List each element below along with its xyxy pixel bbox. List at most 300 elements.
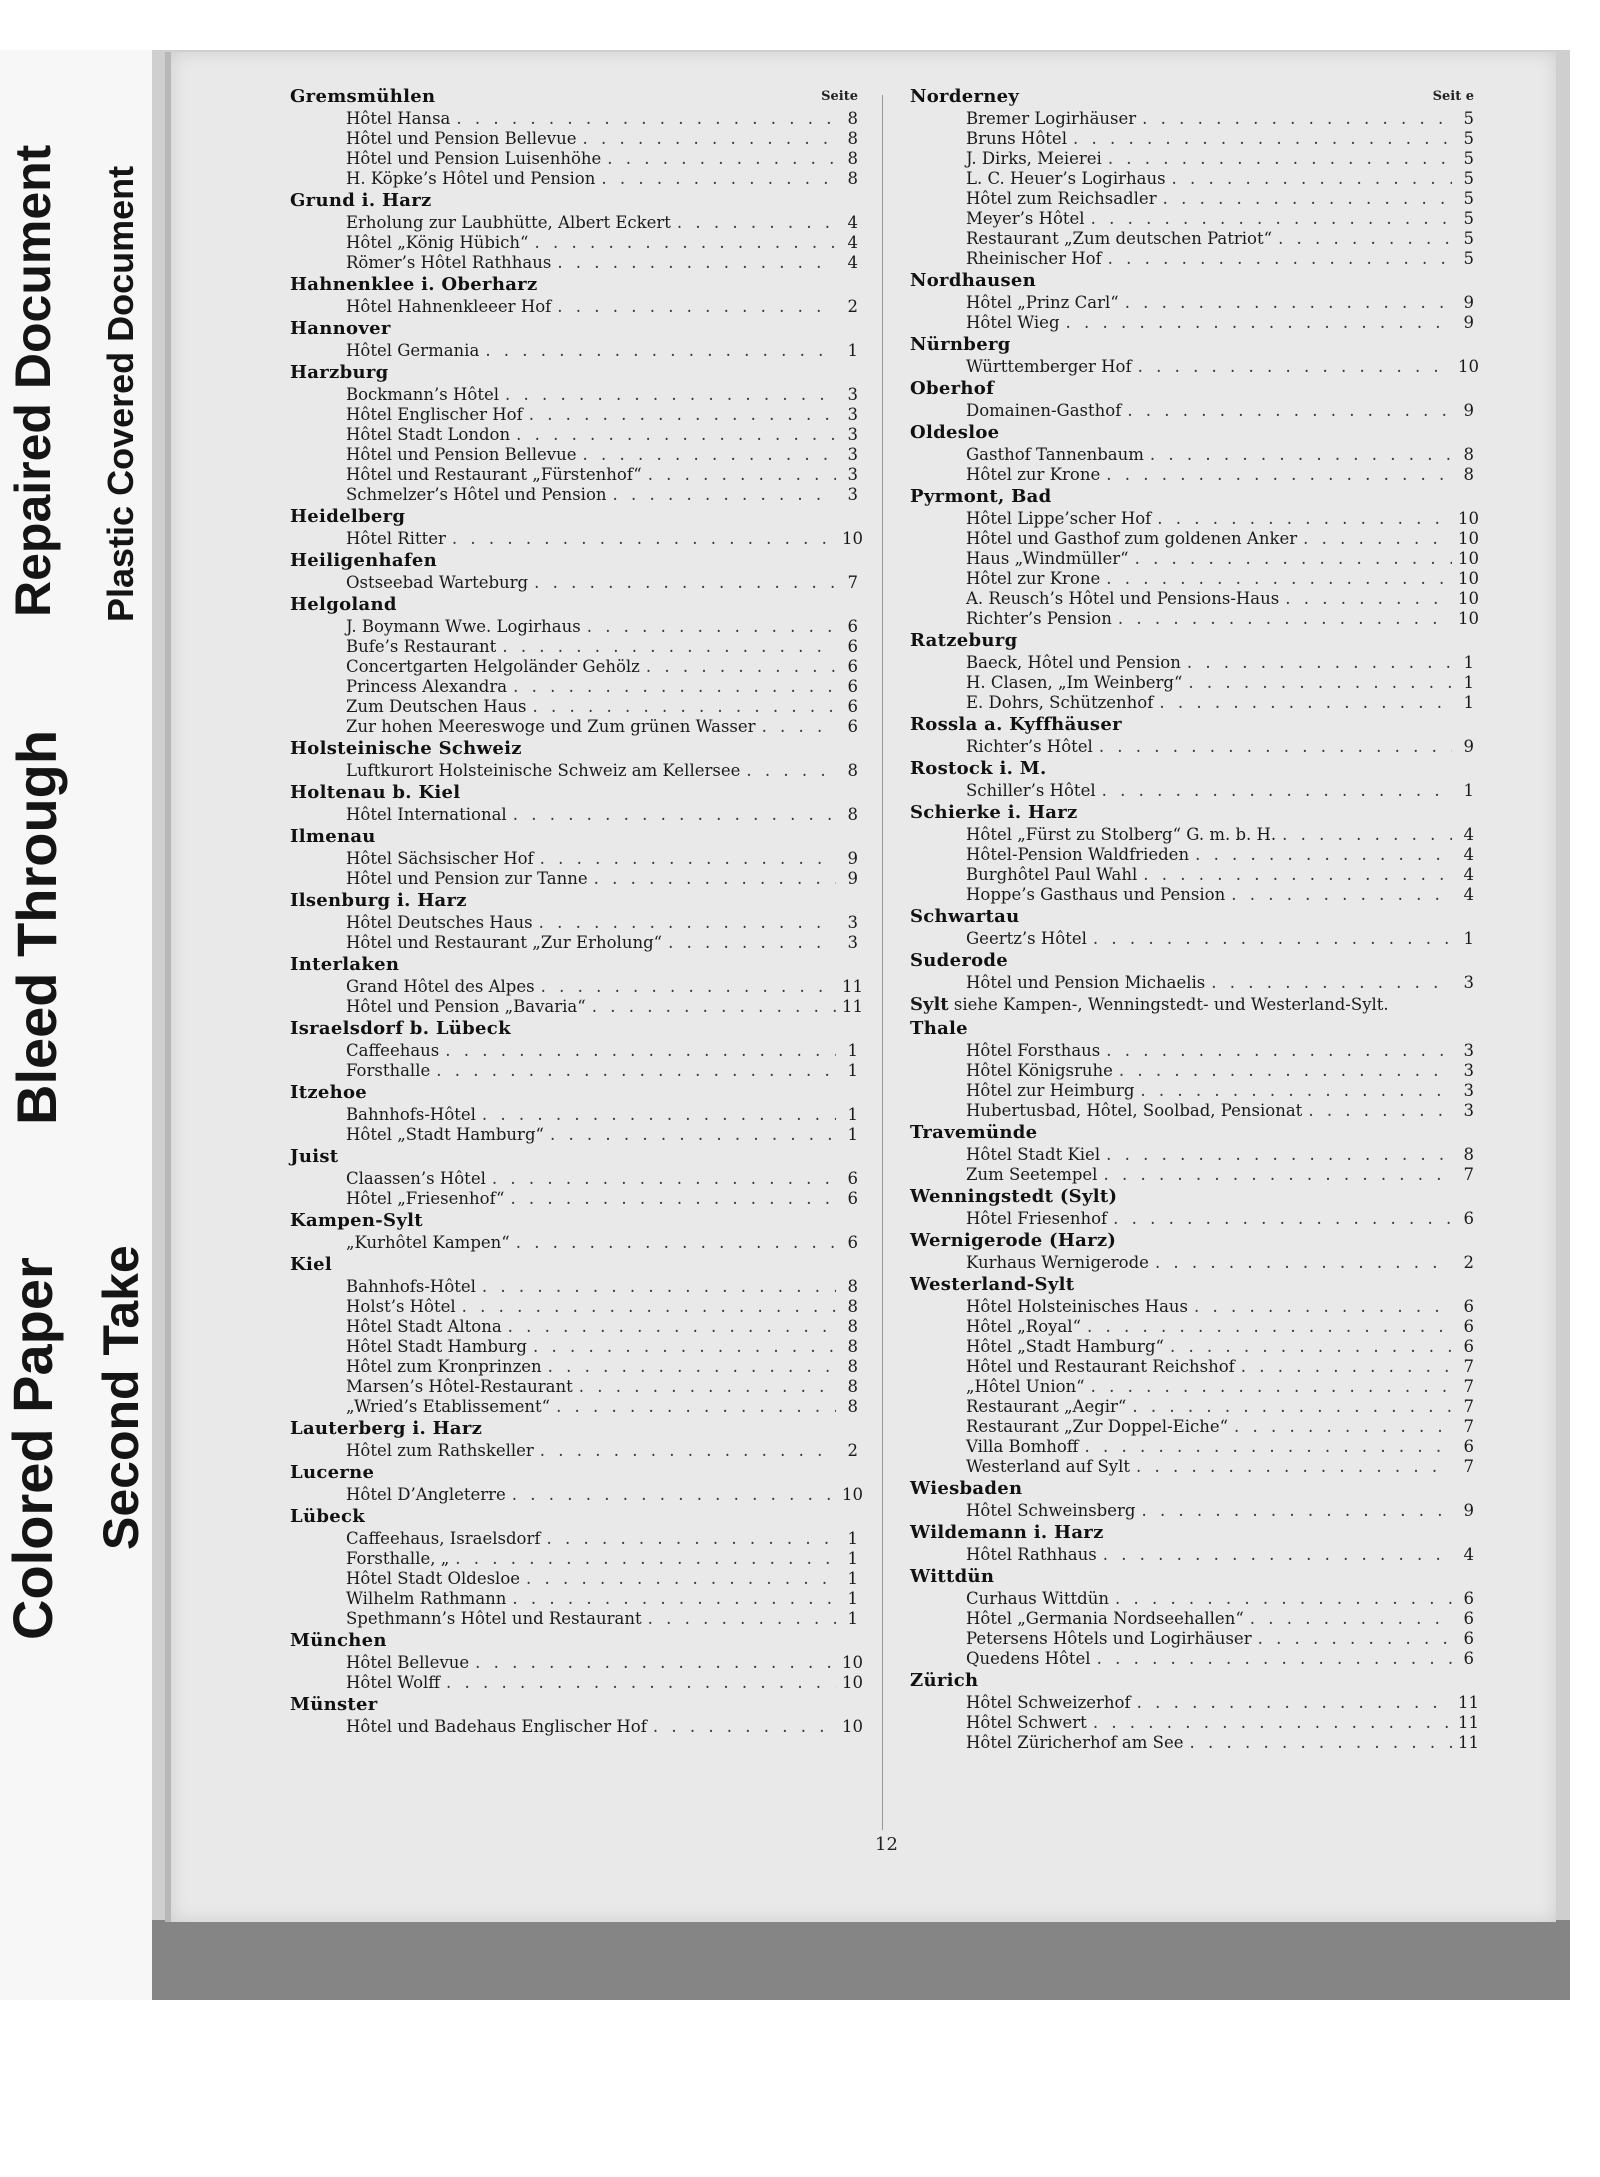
leader-dots: [1303, 529, 1452, 549]
top-margin: [0, 0, 1600, 50]
leader-dots: [1102, 781, 1452, 801]
entry-page: 6: [1463, 1629, 1474, 1648]
leader-dots: [594, 869, 836, 889]
entry-page: 4: [1463, 885, 1474, 904]
index-entry: [290, 1653, 863, 1673]
index-entry: [910, 509, 1479, 529]
index-entry: [910, 293, 1474, 313]
entry-page: 5: [1463, 209, 1474, 228]
entry-page: 8: [1463, 445, 1474, 464]
entry-page: 8: [1463, 465, 1474, 484]
leader-dots: [456, 109, 836, 129]
city-heading: Holtenau b. Kiel: [290, 782, 461, 803]
entry-name: Caffeehaus: [346, 1041, 440, 1060]
label-strip: [0, 50, 153, 2000]
leader-dots: [533, 1337, 836, 1357]
entry-name: Hôtel zur Heimburg: [966, 1081, 1135, 1100]
index-entry: [290, 341, 858, 361]
index-entry: [290, 573, 858, 593]
entry-page: 8: [1463, 1145, 1474, 1164]
leader-dots: [1250, 1609, 1452, 1629]
leader-dots: [1118, 609, 1452, 629]
leader-dots: [482, 1105, 836, 1125]
city-heading: Israelsdorf b. Lübeck: [290, 1018, 511, 1039]
leader-dots: [653, 1717, 836, 1737]
index-entry: [910, 129, 1474, 149]
entry-name: Hôtel „Stadt Hamburg“: [966, 1337, 1164, 1356]
entry-page: 3: [1463, 1041, 1474, 1060]
leader-dots: [1140, 1081, 1452, 1101]
entry-page: 7: [1463, 1417, 1474, 1436]
index-entry: [910, 1417, 1474, 1437]
entry-name: Hôtel Germania: [346, 341, 480, 360]
leader-dots: [526, 1569, 836, 1589]
index-section: [290, 737, 858, 781]
colored-paper-label: Colored Paper: [1, 1257, 64, 1640]
city-heading: Grund i. Harz: [290, 190, 432, 211]
leader-dots: [1172, 169, 1452, 189]
leader-dots: [583, 445, 836, 465]
city-heading: Ratzeburg: [910, 630, 1018, 651]
entry-name: Hôtel zum Reichsadler: [966, 189, 1157, 208]
leader-dots: [1115, 1589, 1452, 1609]
entry-page: 7: [1463, 1165, 1474, 1184]
entry-page: 6: [847, 717, 858, 736]
entry-name: Bahnhofs-Hôtel: [346, 1277, 476, 1296]
leader-dots: [762, 717, 836, 737]
index-entry: [290, 1609, 858, 1629]
leader-dots: [513, 677, 836, 697]
note-text: siehe Kampen-, Wenningstedt- und Westerland-Sylt.: [948, 995, 1389, 1014]
index-entry: [910, 249, 1474, 269]
entry-name: Hôtel Deutsches Haus: [346, 913, 533, 932]
entry-name: Concertgarten Helgoländer Gehölz: [346, 657, 640, 676]
index-entry: [290, 869, 858, 889]
entry-page: 8: [847, 1397, 858, 1416]
index-entry: [290, 913, 858, 933]
entry-name: Hôtel Ritter: [346, 529, 446, 548]
entry-page: 6: [1463, 1317, 1474, 1336]
index-section: [910, 1521, 1474, 1565]
city-heading: Harzburg: [290, 362, 389, 383]
entry-page: 6: [1463, 1209, 1474, 1228]
entry-name: Hôtel „Friesenhof“: [346, 1189, 505, 1208]
leader-dots: [510, 1189, 836, 1209]
city-heading: Juist: [290, 1146, 339, 1167]
second-take-label: Second Take: [93, 1245, 149, 1550]
entry-name: Hôtel Schwert: [966, 1713, 1087, 1732]
entry-name: Curhaus Wittdün: [966, 1589, 1109, 1608]
entry-name: Hôtel Züricherhof am See: [966, 1733, 1184, 1752]
leader-dots: [1087, 1317, 1452, 1337]
city-heading: Münster: [290, 1694, 378, 1715]
index-entry: [290, 933, 858, 953]
leader-dots: [646, 657, 836, 677]
index-section: [910, 1185, 1474, 1229]
index-entry: [910, 169, 1474, 189]
leader-dots: [492, 1169, 836, 1189]
leader-dots: [1157, 509, 1452, 529]
leader-dots: [1211, 973, 1452, 993]
index-entry: [910, 1145, 1474, 1165]
index-entry: [910, 845, 1474, 865]
index-section: [290, 505, 863, 549]
index-entry: [910, 1501, 1474, 1521]
leader-dots: [1143, 865, 1452, 885]
entry-page: 10: [842, 1673, 863, 1692]
entry-name: Schiller’s Hôtel: [966, 781, 1096, 800]
index-entry: [910, 1081, 1474, 1101]
index-section: [910, 1669, 1479, 1753]
entry-name: Hôtel Schweizerhof: [966, 1693, 1131, 1712]
index-entry: [290, 385, 858, 405]
entry-page: 3: [847, 465, 858, 484]
leader-dots: [534, 233, 836, 253]
index-section: [290, 549, 858, 593]
index-section: [290, 1253, 858, 1417]
entry-page: 8: [847, 1277, 858, 1296]
leader-dots: [1187, 653, 1452, 673]
city-heading: Ilsenburg i. Harz: [290, 890, 467, 911]
entry-name: Meyer’s Hôtel: [966, 209, 1085, 228]
leader-dots: [508, 1317, 836, 1337]
entry-name: Marsen’s Hôtel-Restaurant: [346, 1377, 573, 1396]
entry-name: Bockmann’s Hôtel: [346, 385, 499, 404]
leader-dots: [1093, 929, 1452, 949]
entry-page: 8: [847, 1297, 858, 1316]
index-section: [910, 949, 1474, 993]
page-number: 12: [875, 1834, 898, 1855]
leader-dots: [1195, 845, 1452, 865]
entry-name: Hôtel und Restaurant Reichshof: [966, 1357, 1235, 1376]
entry-page: 1: [847, 1609, 858, 1628]
entry-page: 9: [1463, 737, 1474, 756]
index-entry: [290, 1169, 858, 1189]
index-section: [290, 1017, 858, 1081]
index-entry: [290, 297, 858, 317]
index-entry: [290, 977, 863, 997]
entry-name: Hôtel-Pension Waldfrieden: [966, 845, 1190, 864]
leader-dots: [1066, 313, 1452, 333]
entry-name: Hubertusbad, Hôtel, Soolbad, Pensionat: [966, 1101, 1303, 1120]
leader-dots: [557, 297, 836, 317]
index-entry: [290, 1485, 863, 1505]
city-heading: Lübeck: [290, 1506, 366, 1527]
entry-name: Hôtel Englischer Hof: [346, 405, 523, 424]
index-entry: [290, 233, 858, 253]
index-entry: [290, 1277, 858, 1297]
city-heading: Heiligenhafen: [290, 550, 438, 571]
index-entry: [910, 229, 1474, 249]
index-entry: [910, 1209, 1474, 1229]
index-entry: [910, 209, 1474, 229]
entry-page: 8: [847, 761, 858, 780]
entry-name: E. Dohrs, Schützenhof: [966, 693, 1154, 712]
city-heading: Wenningstedt (Sylt): [910, 1186, 1118, 1207]
leader-dots: [1106, 465, 1452, 485]
leader-dots: [746, 761, 836, 781]
leader-dots: [1135, 549, 1452, 569]
bleed-through-label: Bleed Through: [5, 729, 68, 1125]
entry-page: 9: [1463, 313, 1474, 332]
index-entry: [290, 529, 863, 549]
city-heading: Nordhausen: [910, 270, 1037, 291]
entry-page: 11: [1458, 1733, 1479, 1752]
index-entry: [290, 1441, 858, 1461]
index-section: [910, 269, 1474, 333]
entry-page: 8: [847, 1317, 858, 1336]
entry-name: Hôtel Sächsischer Hof: [346, 849, 534, 868]
entry-page: 9: [1463, 293, 1474, 312]
index-entry: [910, 149, 1474, 169]
index-entry: [290, 677, 858, 697]
entry-page: 4: [1463, 1545, 1474, 1564]
city-heading: Wittdün: [910, 1566, 995, 1587]
entry-page: 10: [842, 1485, 863, 1504]
index-entry: [290, 1125, 858, 1145]
index-entry: [910, 1457, 1474, 1477]
leader-dots: [1132, 1397, 1452, 1417]
leader-dots: [1103, 1545, 1452, 1565]
entry-name: Baeck, Hôtel und Pension: [966, 653, 1181, 672]
index-entry: [910, 929, 1474, 949]
entry-name: Grand Hôtel des Alpes: [346, 977, 535, 996]
leader-dots: [1170, 1337, 1452, 1357]
entry-name: J. Boymann Wwe. Logirhaus: [346, 617, 581, 636]
entry-page: 3: [1463, 1081, 1474, 1100]
city-heading: Wernigerode (Harz): [910, 1230, 1117, 1251]
index-entry: [290, 1189, 858, 1209]
entry-page: 1: [847, 1549, 858, 1568]
entry-page: 2: [847, 1441, 858, 1460]
leader-dots: [1155, 1253, 1452, 1273]
entry-name: H. Köpke’s Hôtel und Pension: [346, 169, 596, 188]
entry-page: 6: [1463, 1649, 1474, 1668]
entry-name: Richter’s Pension: [966, 609, 1112, 628]
entry-page: 5: [1463, 249, 1474, 268]
entry-page: 11: [1458, 1693, 1479, 1712]
entry-name: Erholung zur Laubhütte, Albert Eckert: [346, 213, 671, 232]
entry-page: 10: [1458, 549, 1479, 568]
index-entry: [290, 805, 858, 825]
index-entry: [910, 1377, 1474, 1397]
leader-dots: [541, 977, 836, 997]
entry-page: 1: [1463, 673, 1474, 692]
entry-name: Hôtel und Pension Bellevue: [346, 129, 577, 148]
city-heading: Oldesloe: [910, 422, 1000, 443]
entry-name: Hôtel und Pension zur Tanne: [346, 869, 588, 888]
index-entry: [910, 885, 1474, 905]
entry-page: 5: [1463, 169, 1474, 188]
index-section: [290, 1629, 863, 1693]
index-entry: [290, 405, 858, 425]
entry-page: 1: [1463, 929, 1474, 948]
leader-dots: [556, 1397, 836, 1417]
entry-page: 1: [847, 1041, 858, 1060]
entry-page: 6: [847, 1233, 858, 1252]
city-heading: Hahnenklee i. Oberharz: [290, 274, 538, 295]
index-entry: [290, 169, 858, 189]
entry-page: 4: [847, 233, 858, 252]
leader-dots: [1113, 1209, 1452, 1229]
entry-page: 3: [847, 385, 858, 404]
index-entry: [910, 1437, 1474, 1457]
entry-name: Hôtel und Pension Bellevue: [346, 445, 577, 464]
entry-page: 7: [847, 573, 858, 592]
entry-page: 8: [847, 1357, 858, 1376]
index-entry: [290, 697, 858, 717]
entry-name: Zum Seetempel: [966, 1165, 1098, 1184]
entry-page: 10: [842, 529, 863, 548]
entry-page: 1: [1463, 781, 1474, 800]
index-entry: [910, 1061, 1474, 1081]
index-entry: [910, 1397, 1474, 1417]
index-entry: [910, 549, 1479, 569]
leader-dots: [1138, 357, 1452, 377]
entry-name: Domainen-Gasthof: [966, 401, 1122, 420]
leader-dots: [546, 1529, 836, 1549]
entry-name: Hôtel zur Krone: [966, 569, 1101, 588]
entry-page: 5: [1463, 229, 1474, 248]
index-entry: [290, 617, 858, 637]
entry-name: Bruns Hôtel: [966, 129, 1067, 148]
index-entry: [910, 589, 1479, 609]
city-heading: Holsteinische Schweiz: [290, 738, 522, 759]
entry-name: L. C. Heuer’s Logirhaus: [966, 169, 1166, 188]
entry-page: 1: [847, 341, 858, 360]
leader-dots: [1127, 401, 1452, 421]
index-entry: [910, 357, 1479, 377]
index-entry: [290, 129, 858, 149]
entry-page: 3: [847, 445, 858, 464]
entry-name: Hôtel Rathhaus: [966, 1545, 1097, 1564]
index-entry: [910, 1649, 1474, 1669]
entry-name: Claassen’s Hôtel: [346, 1169, 486, 1188]
left-column: [290, 85, 863, 1737]
city-heading: Kampen-Sylt: [290, 1210, 423, 1231]
index-entry: [290, 425, 858, 445]
index-entry: [290, 445, 858, 465]
leader-dots: [1125, 293, 1452, 313]
index-section: [910, 757, 1474, 801]
entry-page: 6: [1463, 1437, 1474, 1456]
index-entry: [910, 1733, 1479, 1753]
leader-dots: [1073, 129, 1452, 149]
leader-dots: [601, 169, 836, 189]
entry-name: Forsthalle: [346, 1061, 431, 1080]
entry-name: Hoppe’s Gasthaus und Pension: [966, 885, 1226, 904]
leader-dots: [516, 425, 836, 445]
index-section: [910, 905, 1474, 949]
index-section: [910, 801, 1474, 905]
index-entry: [290, 253, 858, 273]
index-entry: [290, 1397, 858, 1417]
leader-dots: [1093, 1713, 1452, 1733]
entry-page: 3: [847, 425, 858, 444]
entry-name: Zur hohen Meereswoge und Zum grünen Wasser: [346, 717, 756, 736]
entry-name: Hôtel Königsruhe: [966, 1061, 1113, 1080]
index-entry: [910, 445, 1474, 465]
city-heading: Kiel: [290, 1254, 332, 1275]
city-heading: Heidelberg: [290, 506, 406, 527]
index-entry: [910, 1545, 1474, 1565]
entry-page: 1: [1463, 693, 1474, 712]
entry-page: 7: [1463, 1377, 1474, 1396]
leader-dots: [548, 1357, 836, 1377]
city-heading: Pyrmont, Bad: [910, 486, 1052, 507]
entry-page: 6: [1463, 1337, 1474, 1356]
leader-dots: [539, 913, 836, 933]
entry-name: H. Clasen, „Im Weinberg“: [966, 673, 1183, 692]
index-section: [290, 317, 858, 361]
entry-name: Hôtel „König Hübich“: [346, 233, 529, 252]
entry-page: 6: [847, 657, 858, 676]
entry-page: 6: [1463, 1297, 1474, 1316]
right-column: [910, 85, 1479, 1753]
entry-name: Westerland auf Sylt: [966, 1457, 1131, 1476]
entry-page: 8: [847, 169, 858, 188]
index-section: [290, 1081, 858, 1145]
entry-name: Hôtel und Pension Luisenhöhe: [346, 149, 602, 168]
index-entry: [910, 313, 1474, 333]
entry-name: Hôtel „Fürst zu Stolberg“ G. m. b. H.: [966, 825, 1277, 844]
leader-dots: [1282, 825, 1452, 845]
leader-dots: [1258, 1629, 1452, 1649]
index-section: [910, 629, 1474, 713]
index-entry: [910, 673, 1474, 693]
index-section: [910, 993, 1474, 1017]
entry-page: 3: [1463, 1061, 1474, 1080]
entry-page: 1: [847, 1061, 858, 1080]
city-heading: Travemünde: [910, 1122, 1038, 1143]
entry-name: Villa Bomhoff: [966, 1437, 1079, 1456]
entry-name: „Kurhôtel Kampen“: [346, 1233, 510, 1252]
entry-page: 3: [1463, 1101, 1474, 1120]
entry-page: 5: [1463, 109, 1474, 128]
entry-page: 9: [847, 849, 858, 868]
index-section: [910, 485, 1479, 629]
index-section: [290, 361, 858, 505]
leader-dots: [1285, 589, 1452, 609]
leader-dots: [1194, 1297, 1452, 1317]
leader-dots: [1241, 1357, 1452, 1377]
index-entry: [290, 1529, 858, 1549]
index-entry: [910, 569, 1479, 589]
entry-page: 4: [847, 253, 858, 272]
leader-dots: [1137, 1693, 1452, 1713]
index-entry: [910, 973, 1474, 993]
index-section: [290, 825, 858, 889]
entry-name: Hôtel „Stadt Hamburg“: [346, 1125, 544, 1144]
entry-page: 8: [847, 805, 858, 824]
index-section: [290, 781, 858, 825]
index-section: [290, 85, 858, 189]
index-section: [290, 953, 863, 1017]
entry-page: 6: [847, 617, 858, 636]
entry-page: 11: [1458, 1713, 1479, 1732]
repaired-document-label: Repaired Document: [5, 144, 61, 617]
entry-name: Hôtel „Germania Nordseehallen“: [966, 1609, 1244, 1628]
leader-dots: [512, 1485, 836, 1505]
entry-page: 4: [1463, 825, 1474, 844]
index-entry: [910, 401, 1474, 421]
entry-page: 10: [842, 1717, 863, 1736]
leader-dots: [668, 933, 836, 953]
leader-dots: [583, 129, 836, 149]
entry-name: J. Dirks, Meierei: [966, 149, 1102, 168]
index-section: [290, 1417, 858, 1461]
leader-dots: [436, 1061, 836, 1081]
